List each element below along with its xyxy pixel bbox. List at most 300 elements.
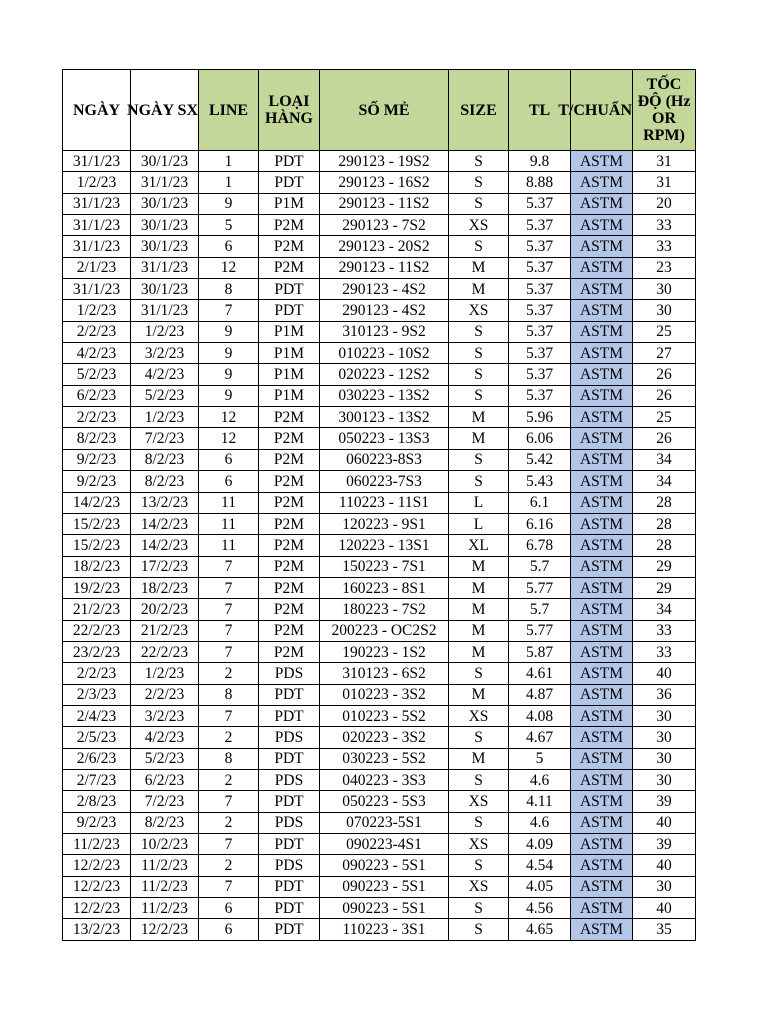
- batch-number-cell: 180223 - 7S2: [320, 599, 449, 620]
- production-date-cell: 4/2/23: [131, 727, 199, 748]
- table-row: [63, 577, 696, 598]
- table-row: [63, 812, 696, 833]
- header-row: [63, 70, 696, 151]
- weight-cell: 4.09: [509, 834, 571, 855]
- production-date-cell: 12/2/23: [131, 919, 199, 940]
- column-header-tl: TL: [509, 70, 571, 151]
- date-cell: 5/2/23: [63, 364, 131, 385]
- standard-cell: ASTM: [571, 812, 633, 833]
- table-row: [63, 449, 696, 470]
- standard-cell: ASTM: [571, 407, 633, 428]
- line-cell: 2: [199, 663, 259, 684]
- speed-cell: 33: [633, 620, 696, 641]
- size-cell: S: [449, 898, 509, 919]
- batch-number-cell: 310123 - 6S2: [320, 663, 449, 684]
- standard-cell: ASTM: [571, 791, 633, 812]
- line-cell: 7: [199, 834, 259, 855]
- line-cell: 6: [199, 919, 259, 940]
- line-cell: 8: [199, 279, 259, 300]
- date-cell: 9/2/23: [63, 812, 131, 833]
- date-cell: 31/1/23: [63, 279, 131, 300]
- batch-number-cell: 040223 - 3S3: [320, 769, 449, 790]
- product-type-cell: P2M: [259, 492, 320, 513]
- batch-number-cell: 150223 - 7S1: [320, 556, 449, 577]
- batch-number-cell: 010223 - 10S2: [320, 343, 449, 364]
- weight-cell: 5.77: [509, 620, 571, 641]
- table-row: [63, 834, 696, 855]
- size-cell: XS: [449, 705, 509, 726]
- product-type-cell: P2M: [259, 407, 320, 428]
- line-cell: 7: [199, 791, 259, 812]
- standard-cell: ASTM: [571, 471, 633, 492]
- weight-cell: 6.78: [509, 535, 571, 556]
- production-date-cell: 31/1/23: [131, 300, 199, 321]
- product-type-cell: PDT: [259, 300, 320, 321]
- speed-cell: 26: [633, 385, 696, 406]
- line-cell: 7: [199, 300, 259, 321]
- production-date-cell: 30/1/23: [131, 151, 199, 172]
- line-cell: 11: [199, 513, 259, 534]
- production-date-cell: 11/2/23: [131, 876, 199, 897]
- standard-cell: ASTM: [571, 898, 633, 919]
- speed-cell: 34: [633, 471, 696, 492]
- standard-cell: ASTM: [571, 513, 633, 534]
- product-type-cell: P2M: [259, 215, 320, 236]
- size-cell: XL: [449, 535, 509, 556]
- column-header-loai-hang: LOẠI HÀNG: [259, 70, 320, 151]
- line-cell: 12: [199, 407, 259, 428]
- weight-cell: 5.43: [509, 471, 571, 492]
- line-cell: 9: [199, 193, 259, 214]
- line-cell: 7: [199, 577, 259, 598]
- weight-cell: 6.06: [509, 428, 571, 449]
- standard-cell: ASTM: [571, 855, 633, 876]
- weight-cell: 5.37: [509, 236, 571, 257]
- size-cell: L: [449, 513, 509, 534]
- production-date-cell: 22/2/23: [131, 641, 199, 662]
- date-cell: 2/6/23: [63, 748, 131, 769]
- batch-number-cell: 120223 - 9S1: [320, 513, 449, 534]
- speed-cell: 25: [633, 407, 696, 428]
- size-cell: L: [449, 492, 509, 513]
- production-date-cell: 1/2/23: [131, 321, 199, 342]
- table-row: [63, 684, 696, 705]
- product-type-cell: PDS: [259, 769, 320, 790]
- batch-number-cell: 290123 - 11S2: [320, 193, 449, 214]
- weight-cell: 4.6: [509, 812, 571, 833]
- production-date-cell: 17/2/23: [131, 556, 199, 577]
- standard-cell: ASTM: [571, 834, 633, 855]
- table-row: [63, 172, 696, 193]
- date-cell: 15/2/23: [63, 535, 131, 556]
- speed-cell: 28: [633, 492, 696, 513]
- weight-cell: 5: [509, 748, 571, 769]
- speed-cell: 28: [633, 535, 696, 556]
- size-cell: S: [449, 449, 509, 470]
- weight-cell: 5.87: [509, 641, 571, 662]
- weight-cell: 4.54: [509, 855, 571, 876]
- date-cell: 19/2/23: [63, 577, 131, 598]
- standard-cell: ASTM: [571, 727, 633, 748]
- weight-cell: 4.87: [509, 684, 571, 705]
- batch-number-cell: 060223-8S3: [320, 449, 449, 470]
- production-log-table: [62, 69, 696, 941]
- product-type-cell: PDS: [259, 812, 320, 833]
- standard-cell: ASTM: [571, 428, 633, 449]
- weight-cell: 5.37: [509, 385, 571, 406]
- standard-cell: ASTM: [571, 321, 633, 342]
- weight-cell: 5.37: [509, 321, 571, 342]
- product-type-cell: P2M: [259, 449, 320, 470]
- product-type-cell: PDS: [259, 727, 320, 748]
- production-date-cell: 14/2/23: [131, 535, 199, 556]
- speed-cell: 40: [633, 663, 696, 684]
- standard-cell: ASTM: [571, 599, 633, 620]
- product-type-cell: P2M: [259, 471, 320, 492]
- line-cell: 9: [199, 321, 259, 342]
- production-date-cell: 6/2/23: [131, 769, 199, 790]
- standard-cell: ASTM: [571, 535, 633, 556]
- size-cell: S: [449, 812, 509, 833]
- date-cell: 8/2/23: [63, 428, 131, 449]
- weight-cell: 4.08: [509, 705, 571, 726]
- line-cell: 7: [199, 705, 259, 726]
- line-cell: 12: [199, 428, 259, 449]
- batch-number-cell: 290123 - 19S2: [320, 151, 449, 172]
- batch-number-cell: 110223 - 11S1: [320, 492, 449, 513]
- line-cell: 7: [199, 641, 259, 662]
- speed-cell: 34: [633, 599, 696, 620]
- size-cell: S: [449, 769, 509, 790]
- size-cell: S: [449, 151, 509, 172]
- date-cell: 6/2/23: [63, 385, 131, 406]
- size-cell: S: [449, 919, 509, 940]
- production-date-cell: 10/2/23: [131, 834, 199, 855]
- size-cell: S: [449, 855, 509, 876]
- column-header-ngay: NGÀY: [63, 70, 131, 151]
- column-header-so-me: SỐ MẺ: [320, 70, 449, 151]
- table-row: [63, 428, 696, 449]
- table-row: [63, 535, 696, 556]
- date-cell: 2/8/23: [63, 791, 131, 812]
- size-cell: S: [449, 343, 509, 364]
- line-cell: 6: [199, 471, 259, 492]
- speed-cell: 30: [633, 748, 696, 769]
- batch-number-cell: 290123 - 11S2: [320, 257, 449, 278]
- size-cell: M: [449, 577, 509, 598]
- date-cell: 1/2/23: [63, 172, 131, 193]
- product-type-cell: P2M: [259, 236, 320, 257]
- product-type-cell: PDT: [259, 748, 320, 769]
- product-type-cell: P2M: [259, 577, 320, 598]
- line-cell: 1: [199, 151, 259, 172]
- product-type-cell: P2M: [259, 599, 320, 620]
- line-cell: 6: [199, 898, 259, 919]
- table-row: [63, 599, 696, 620]
- table-row: [63, 407, 696, 428]
- batch-number-cell: 110223 - 3S1: [320, 919, 449, 940]
- product-type-cell: PDT: [259, 791, 320, 812]
- line-cell: 1: [199, 172, 259, 193]
- production-date-cell: 20/2/23: [131, 599, 199, 620]
- production-date-cell: 4/2/23: [131, 364, 199, 385]
- line-cell: 11: [199, 492, 259, 513]
- speed-cell: 23: [633, 257, 696, 278]
- speed-cell: 25: [633, 321, 696, 342]
- line-cell: 9: [199, 364, 259, 385]
- table-row: [63, 556, 696, 577]
- speed-cell: 31: [633, 151, 696, 172]
- weight-cell: 6.1: [509, 492, 571, 513]
- table-row: [63, 876, 696, 897]
- batch-number-cell: 290123 - 16S2: [320, 172, 449, 193]
- product-type-cell: PDT: [259, 898, 320, 919]
- standard-cell: ASTM: [571, 684, 633, 705]
- production-date-cell: 14/2/23: [131, 513, 199, 534]
- table-row: [63, 151, 696, 172]
- production-date-cell: 3/2/23: [131, 705, 199, 726]
- standard-cell: ASTM: [571, 876, 633, 897]
- size-cell: S: [449, 172, 509, 193]
- line-cell: 12: [199, 257, 259, 278]
- table-row: [63, 769, 696, 790]
- product-type-cell: P2M: [259, 513, 320, 534]
- weight-cell: 5.77: [509, 577, 571, 598]
- standard-cell: ASTM: [571, 257, 633, 278]
- production-date-cell: 7/2/23: [131, 428, 199, 449]
- table-row: [63, 513, 696, 534]
- product-type-cell: P1M: [259, 385, 320, 406]
- date-cell: 18/2/23: [63, 556, 131, 577]
- product-type-cell: PDT: [259, 172, 320, 193]
- standard-cell: ASTM: [571, 663, 633, 684]
- date-cell: 2/1/23: [63, 257, 131, 278]
- line-cell: 9: [199, 343, 259, 364]
- date-cell: 9/2/23: [63, 471, 131, 492]
- column-header-toc-do: TỐC ĐỘ (Hz OR RPM): [633, 70, 696, 151]
- production-date-cell: 8/2/23: [131, 812, 199, 833]
- product-type-cell: P1M: [259, 364, 320, 385]
- size-cell: XS: [449, 300, 509, 321]
- speed-cell: 34: [633, 449, 696, 470]
- table-row: [63, 898, 696, 919]
- standard-cell: ASTM: [571, 641, 633, 662]
- production-date-cell: 5/2/23: [131, 748, 199, 769]
- batch-number-cell: 090223 - 5S1: [320, 876, 449, 897]
- speed-cell: 26: [633, 364, 696, 385]
- speed-cell: 28: [633, 513, 696, 534]
- table-row: [63, 385, 696, 406]
- product-type-cell: PDS: [259, 855, 320, 876]
- batch-number-cell: 060223-7S3: [320, 471, 449, 492]
- production-date-cell: 1/2/23: [131, 663, 199, 684]
- standard-cell: ASTM: [571, 364, 633, 385]
- standard-cell: ASTM: [571, 193, 633, 214]
- table-row: [63, 620, 696, 641]
- standard-cell: ASTM: [571, 748, 633, 769]
- line-cell: 2: [199, 727, 259, 748]
- weight-cell: 5.37: [509, 279, 571, 300]
- product-type-cell: P1M: [259, 343, 320, 364]
- batch-number-cell: 290123 - 20S2: [320, 236, 449, 257]
- weight-cell: 5.42: [509, 449, 571, 470]
- table-row: [63, 791, 696, 812]
- production-date-cell: 8/2/23: [131, 471, 199, 492]
- speed-cell: 30: [633, 727, 696, 748]
- date-cell: 12/2/23: [63, 876, 131, 897]
- size-cell: S: [449, 471, 509, 492]
- standard-cell: ASTM: [571, 236, 633, 257]
- size-cell: XS: [449, 834, 509, 855]
- speed-cell: 30: [633, 769, 696, 790]
- size-cell: M: [449, 407, 509, 428]
- speed-cell: 39: [633, 834, 696, 855]
- speed-cell: 33: [633, 215, 696, 236]
- speed-cell: 27: [633, 343, 696, 364]
- weight-cell: 5.37: [509, 193, 571, 214]
- size-cell: S: [449, 193, 509, 214]
- production-date-cell: 21/2/23: [131, 620, 199, 641]
- weight-cell: 5.37: [509, 257, 571, 278]
- line-cell: 6: [199, 236, 259, 257]
- date-cell: 9/2/23: [63, 449, 131, 470]
- batch-number-cell: 030223 - 13S2: [320, 385, 449, 406]
- production-date-cell: 3/2/23: [131, 343, 199, 364]
- product-type-cell: PDS: [259, 663, 320, 684]
- standard-cell: ASTM: [571, 172, 633, 193]
- weight-cell: 5.7: [509, 556, 571, 577]
- date-cell: 31/1/23: [63, 236, 131, 257]
- size-cell: M: [449, 599, 509, 620]
- table-row: [63, 343, 696, 364]
- table-row: [63, 748, 696, 769]
- weight-cell: 4.05: [509, 876, 571, 897]
- date-cell: 12/2/23: [63, 855, 131, 876]
- line-cell: 9: [199, 385, 259, 406]
- speed-cell: 40: [633, 812, 696, 833]
- product-type-cell: PDT: [259, 919, 320, 940]
- production-date-cell: 7/2/23: [131, 791, 199, 812]
- line-cell: 6: [199, 449, 259, 470]
- size-cell: M: [449, 257, 509, 278]
- speed-cell: 20: [633, 193, 696, 214]
- batch-number-cell: 290123 - 4S2: [320, 300, 449, 321]
- batch-number-cell: 300123 - 13S2: [320, 407, 449, 428]
- line-cell: 8: [199, 684, 259, 705]
- line-cell: 7: [199, 599, 259, 620]
- product-type-cell: PDT: [259, 834, 320, 855]
- table-row: [63, 279, 696, 300]
- table-row: [63, 705, 696, 726]
- standard-cell: ASTM: [571, 620, 633, 641]
- weight-cell: 5.37: [509, 300, 571, 321]
- speed-cell: 31: [633, 172, 696, 193]
- production-date-cell: 2/2/23: [131, 684, 199, 705]
- weight-cell: 5.37: [509, 343, 571, 364]
- table-row: [63, 300, 696, 321]
- date-cell: 31/1/23: [63, 193, 131, 214]
- date-cell: 13/2/23: [63, 919, 131, 940]
- weight-cell: 4.61: [509, 663, 571, 684]
- speed-cell: 30: [633, 705, 696, 726]
- product-type-cell: P2M: [259, 556, 320, 577]
- size-cell: M: [449, 279, 509, 300]
- batch-number-cell: 290123 - 7S2: [320, 215, 449, 236]
- batch-number-cell: 050223 - 5S3: [320, 791, 449, 812]
- production-date-cell: 8/2/23: [131, 449, 199, 470]
- weight-cell: 6.16: [509, 513, 571, 534]
- product-type-cell: P2M: [259, 428, 320, 449]
- table-row: [63, 641, 696, 662]
- product-type-cell: P1M: [259, 321, 320, 342]
- batch-number-cell: 160223 - 8S1: [320, 577, 449, 598]
- speed-cell: 39: [633, 791, 696, 812]
- date-cell: 22/2/23: [63, 620, 131, 641]
- line-cell: 8: [199, 748, 259, 769]
- product-type-cell: P2M: [259, 620, 320, 641]
- date-cell: 2/3/23: [63, 684, 131, 705]
- batch-number-cell: 010223 - 5S2: [320, 705, 449, 726]
- standard-cell: ASTM: [571, 556, 633, 577]
- date-cell: 2/5/23: [63, 727, 131, 748]
- batch-number-cell: 090223-4S1: [320, 834, 449, 855]
- date-cell: 2/7/23: [63, 769, 131, 790]
- speed-cell: 35: [633, 919, 696, 940]
- weight-cell: 4.11: [509, 791, 571, 812]
- date-cell: 2/2/23: [63, 407, 131, 428]
- line-cell: 2: [199, 769, 259, 790]
- batch-number-cell: 120223 - 13S1: [320, 535, 449, 556]
- standard-cell: ASTM: [571, 385, 633, 406]
- weight-cell: 5.37: [509, 364, 571, 385]
- batch-number-cell: 310123 - 9S2: [320, 321, 449, 342]
- production-date-cell: 31/1/23: [131, 172, 199, 193]
- batch-number-cell: 090223 - 5S1: [320, 898, 449, 919]
- production-date-cell: 13/2/23: [131, 492, 199, 513]
- production-date-cell: 11/2/23: [131, 898, 199, 919]
- batch-number-cell: 290123 - 4S2: [320, 279, 449, 300]
- production-date-cell: 30/1/23: [131, 236, 199, 257]
- column-header-ngay-sx: NGÀY SX: [131, 70, 199, 151]
- size-cell: M: [449, 684, 509, 705]
- weight-cell: 5.7: [509, 599, 571, 620]
- line-cell: 2: [199, 812, 259, 833]
- speed-cell: 29: [633, 556, 696, 577]
- line-cell: 7: [199, 556, 259, 577]
- table-row: [63, 663, 696, 684]
- table-row: [63, 215, 696, 236]
- batch-number-cell: 020223 - 3S2: [320, 727, 449, 748]
- product-type-cell: P2M: [259, 641, 320, 662]
- weight-cell: 4.56: [509, 898, 571, 919]
- size-cell: S: [449, 727, 509, 748]
- speed-cell: 30: [633, 300, 696, 321]
- batch-number-cell: 030223 - 5S2: [320, 748, 449, 769]
- standard-cell: ASTM: [571, 577, 633, 598]
- speed-cell: 30: [633, 876, 696, 897]
- date-cell: 2/4/23: [63, 705, 131, 726]
- production-date-cell: 18/2/23: [131, 577, 199, 598]
- date-cell: 12/2/23: [63, 898, 131, 919]
- production-date-cell: 5/2/23: [131, 385, 199, 406]
- weight-cell: 4.67: [509, 727, 571, 748]
- size-cell: M: [449, 620, 509, 641]
- product-type-cell: PDT: [259, 705, 320, 726]
- standard-cell: ASTM: [571, 492, 633, 513]
- weight-cell: 8.88: [509, 172, 571, 193]
- line-cell: 5: [199, 215, 259, 236]
- table-row: [63, 257, 696, 278]
